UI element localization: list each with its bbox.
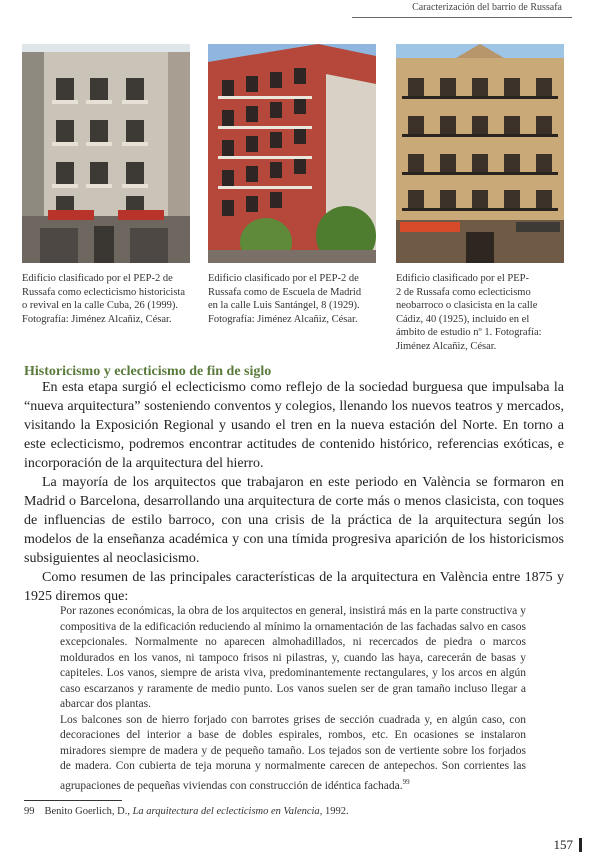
quote-paragraph: Por razones económicas, la obra de los arquitectos en general, insistirá más en la parte constructiva y compositiva de la edificación reduciendo al mínimo la ornamentación de las fachadas salvo en casos excepcionales. Normalmente no aparecen almohadillados, ni recercados de piedra o marcos moldurados en los vanos, ni tampoco frisos ni pilastras, y, cuando las haya, carecerán de basas y capiteles. Los vanos, siempre de arista viva, predominantemente rectangulares, y los arcos en algún caso escarzanos y raramente de medio punto. Los vanos suelen ser de gran tamaño incluso llegar a abarcar dos plantas. [60,605,526,710]
caption-line: Fotografía: Jiménez Alcañiz, César. [22,313,172,325]
caption-line: neobarroco o clasicista en la calle [396,300,538,311]
quote-paragraph-last [60,713,526,794]
section-heading: Historicismo y eclecticismo de fin de siglo [24,364,272,379]
running-head: Caracterización del barrio de Russafa [412,2,562,13]
figure-caption-1 [22,272,202,326]
caption-line: Cádiz, 40 (1925), incluido en el [396,313,530,325]
caption-line: en la calle Luis Santángel, 8 (1929). [208,300,360,311]
caption-line: Edificio clasificado por el PEP-2 de [208,273,359,284]
footnote-author: Benito Goerlich, D., [44,806,133,817]
footnote-reference[interactable]: 99 [402,777,410,786]
caption-line: Edificio clasificado por el PEP- [396,273,529,284]
caption-line: o revival en la calle Cuba, 26 (1999). [22,300,178,311]
paragraph: La mayoría de los arquitectos que trabajaron en este periodo en València se formaron en Madrid o Barcelona, desarrollando una arquitectura de corte más o menos clasicista, con toques de influencias de estilo barroco, con una crisis de la práctica de la arquitectura según los modelos de la enseñanza académica y con una tímida progresiva aparición de los historicismos subsiguientes al neoclasicismo. [24,475,564,566]
footnote-rule [24,800,122,801]
footnote-number: 99 [24,806,35,817]
building-photo-cadiz [396,44,564,263]
building-photo-luis-santangel [208,44,376,263]
caption-line: 2 de Russafa como eclecticismo [396,286,531,298]
figure-caption-2 [208,272,388,326]
building-photo-cuba [22,44,190,263]
caption-line: Jiménez Alcañiz, César. [396,340,497,352]
footnote-year: , 1992. [319,806,349,817]
page-number: 157 [554,838,583,852]
caption-line: Russafa como eclecticismo historicista [22,286,185,298]
caption-line: ámbito de estudio nº 1. Fotografía: [396,327,542,338]
footnote [24,806,349,817]
body-text [24,378,564,606]
quote-text: Los balcones son de hierro forjado con barrotes grises de sección cuadrada y, en algún caso, con decoraciones del interior a base de dobles espirales, rombos, etc. En ocasiones se instalaron miradores siempre de madera y de pequeño tamaño. Los tejados son de vertiente sobre los forjados de madera. Con cubierta de teja moruna y normalmente carecen de antepechos. Son corrientes las agrupaciones de pequeñas viviendas con construcción de idéntica fachada. [60,713,526,792]
header-rule [352,17,572,18]
block-quote [60,604,526,794]
figure-caption-3 [396,272,572,353]
paragraph: Como resumen de las principales características de la arquitectura en València entre 1875 y 1925 diremos que: [24,570,564,604]
caption-line: Russafa como de Escuela de Madrid [208,286,362,298]
caption-line: Fotografía: Jiménez Alcañiz, César. [208,313,358,325]
caption-line: Edificio clasificado por el PEP-2 de [22,273,173,284]
paragraph: En esta etapa surgió el eclecticismo como reflejo de la sociedad burguesa que impulsaba la “nueva arquitectura” sosteniendo conventos y colegios, llenando los nuevos teatros y mercados, visitando la Exposición Regional y usando el tren en la nueva estación del Norte. En torno a este eclecticismo, podremos encontrar actitudes de contenido histórico, referencias exóticas, e incorporación de la arquitectura del hierro. [24,380,564,471]
footnote-title: La arquitectura del eclecticismo en Valencia [132,806,320,817]
